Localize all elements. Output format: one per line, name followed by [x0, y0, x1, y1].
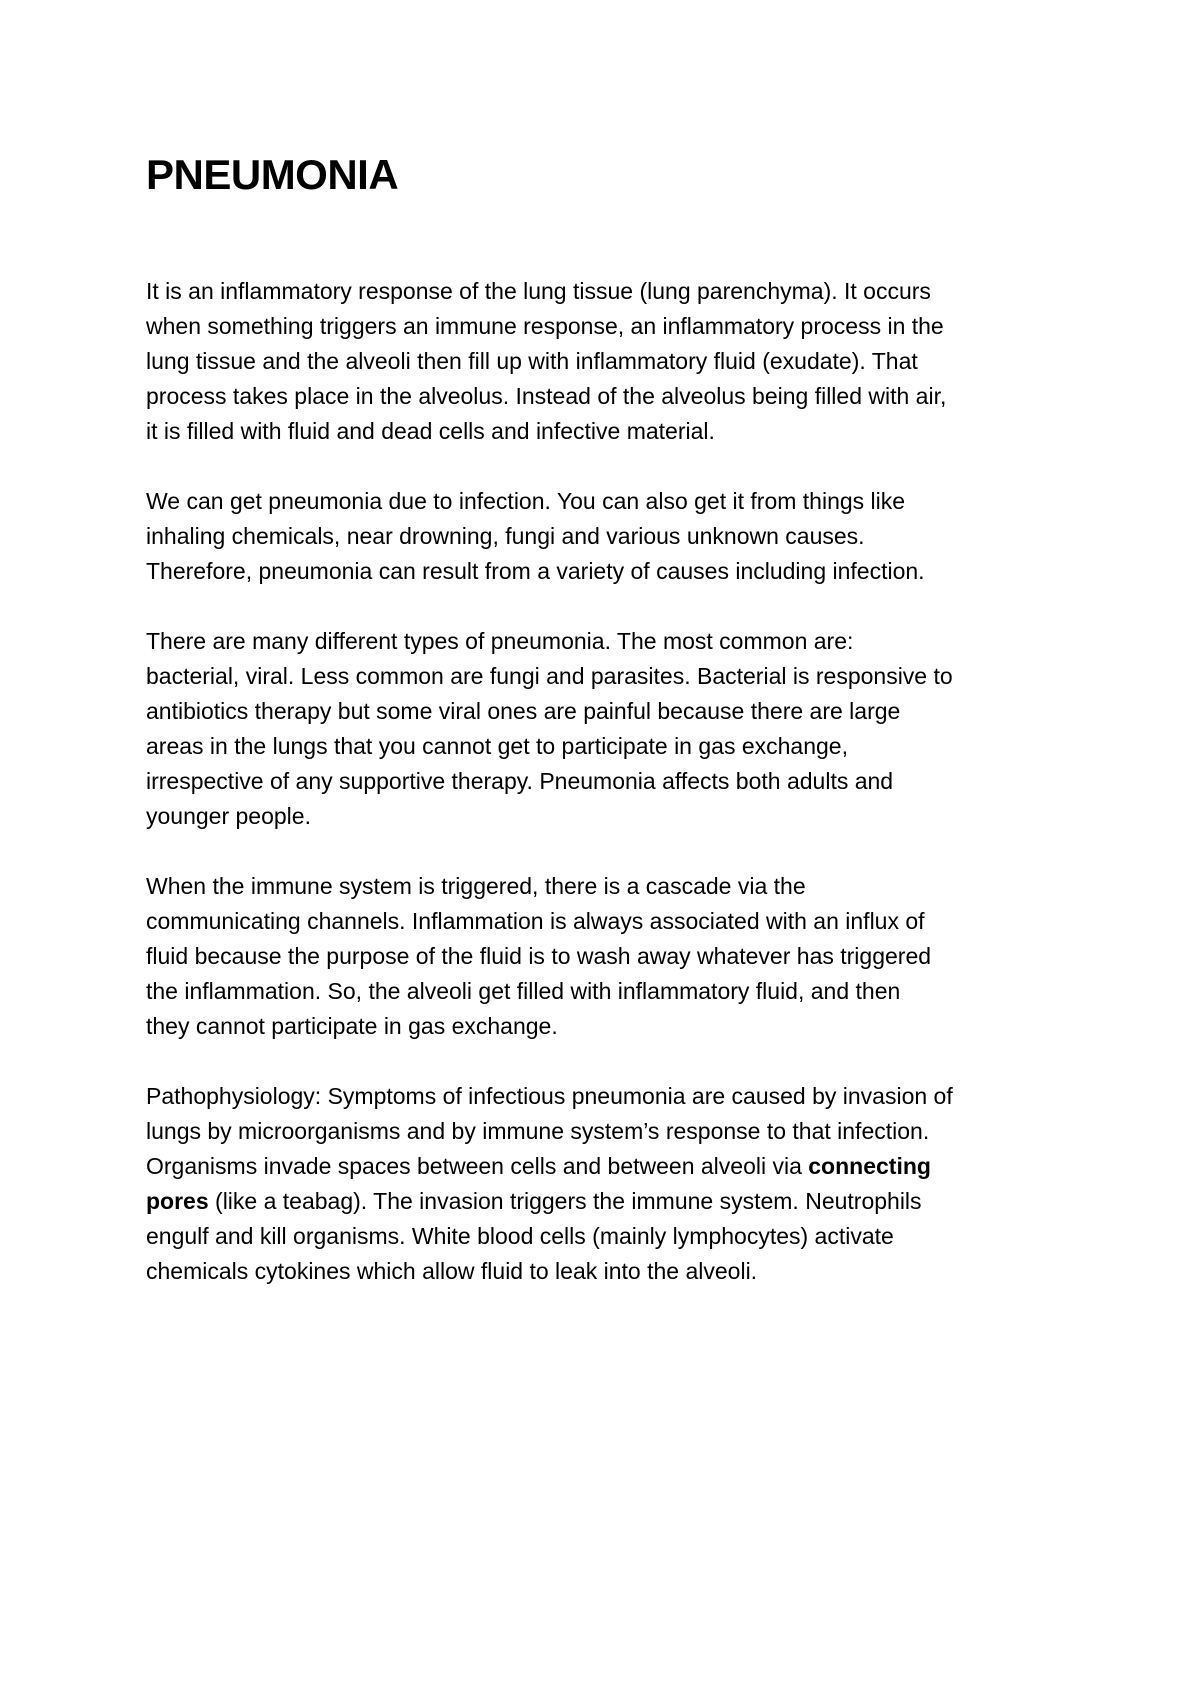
text-line: Therefore, pneumonia can result from a variety of causes including infection.: [146, 558, 925, 584]
text-line: There are many different types of pneumonia. The most common are:: [146, 628, 854, 654]
text-line: [146, 1184, 1076, 1219]
paragraph-pathophysiology: [146, 1079, 1076, 1289]
bold-term-pores: pores: [146, 1188, 209, 1214]
text-segment: (like a teabag). The invasion triggers the immune system. Neutrophils: [208, 1188, 922, 1214]
text-line: We can get pneumonia due to infection. You can also get it from things like: [146, 488, 906, 514]
text-line: lungs by microorganisms and by immune system’s response to that infection.: [146, 1118, 930, 1144]
text-line: process takes place in the alveolus. Instead of the alveolus being filled with air,: [146, 383, 947, 409]
paragraph-definition: [146, 274, 1076, 449]
text-line: areas in the lungs that you cannot get to participate in gas exchange,: [146, 733, 848, 759]
paragraph-causes: [146, 484, 1076, 589]
text-line: they cannot participate in gas exchange.: [146, 1013, 558, 1039]
text-line: irrespective of any supportive therapy. Pneumonia affects both adults and: [146, 768, 894, 794]
text-line: inhaling chemicals, near drowning, fungi and various unknown causes.: [146, 523, 865, 549]
text-line: When the immune system is triggered, there is a cascade via the: [146, 873, 806, 899]
text-line: engulf and kill organisms. White blood cells (mainly lymphocytes) activate: [146, 1223, 894, 1249]
text-line: the inflammation. So, the alveoli get filled with inflammatory fluid, and then: [146, 978, 901, 1004]
text-line: [146, 1149, 1076, 1184]
paragraph-types: [146, 624, 1076, 834]
text-line: bacterial, viral. Less common are fungi and parasites. Bacterial is responsive to: [146, 663, 953, 689]
text-line: fluid because the purpose of the fluid is to wash away whatever has triggered: [146, 943, 932, 969]
text-line: it is filled with fluid and dead cells and infective material.: [146, 418, 715, 444]
document-title: PNEUMONIA: [146, 151, 399, 198]
text-segment: Organisms invade spaces between cells and between alveoli via: [146, 1153, 809, 1179]
paragraph-immune-response: [146, 869, 1076, 1044]
text-line: chemicals cytokines which allow fluid to leak into the alveoli.: [146, 1258, 758, 1284]
text-line: younger people.: [146, 803, 311, 829]
text-line: when something triggers an immune response, an inflammatory process in the: [146, 313, 944, 339]
text-line: antibiotics therapy but some viral ones are painful because there are large: [146, 698, 901, 724]
text-line: Pathophysiology: Symptoms of infectious pneumonia are caused by invasion of: [146, 1083, 953, 1109]
text-line: lung tissue and the alveoli then fill up with inflammatory fluid (exudate). That: [146, 348, 918, 374]
bold-term-connecting: connecting: [808, 1153, 931, 1179]
text-line: communicating channels. Inflammation is always associated with an influx of: [146, 908, 925, 934]
text-line: It is an inflammatory response of the lung tissue (lung parenchyma). It occurs: [146, 278, 931, 304]
document-content: [146, 150, 1076, 1324]
